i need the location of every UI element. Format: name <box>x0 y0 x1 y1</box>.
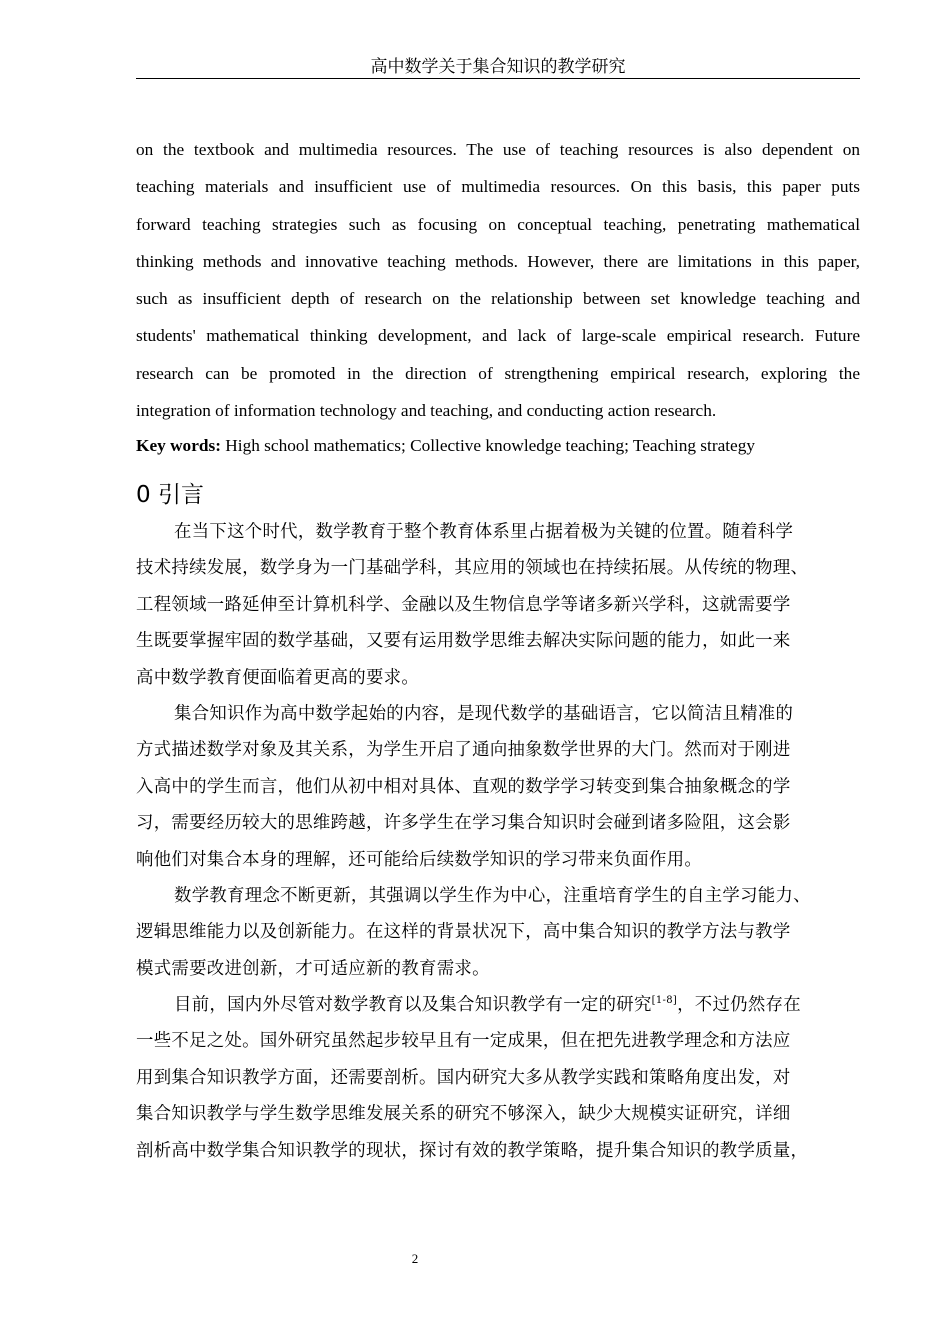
paragraph-line: 用到集合知识教学方面，还需要剖析。国内研究大多从教学实践和策略角度出发，对 <box>136 1067 791 1088</box>
paragraph-text: ，不过仍然存在 <box>677 995 801 1016</box>
page-number: 2 <box>411 1251 419 1266</box>
paragraph-line <box>136 987 860 1023</box>
paragraph-line: 逻辑思维能力以及创新能力。在这样的背景状况下，高中集合知识的教学方法与教学 <box>136 922 791 943</box>
paragraph <box>136 878 860 987</box>
paragraph-line: 高中数学教育便面临着更高的要求。 <box>136 667 420 688</box>
english-abstract <box>136 131 860 429</box>
paragraph <box>136 696 860 878</box>
keywords-text: High school mathematics; Collective knowledge teaching; Teaching strategy <box>220 436 756 455</box>
paragraph <box>136 987 860 1169</box>
abstract-line: research can be promoted in the direction of strengthening empirical research, exploring the <box>136 363 860 383</box>
abstract-line: integration of information technology and teaching, and conducting action research. <box>136 401 717 421</box>
citation-link[interactable]: [1-8] <box>651 995 678 1007</box>
paragraph <box>136 514 860 696</box>
abstract-line: thinking methods and innovative teaching methods. However, there are limitations in this paper, <box>136 251 860 271</box>
paragraph-line: 在当下这个时代，数学教育于整个教育体系里占据着极为关键的位置。随着科学 <box>174 522 794 542</box>
abstract-line: forward teaching strategies such as focusing on conceptual teaching, penetrating mathematical <box>136 214 860 234</box>
section-heading: 0 引言 <box>136 482 204 508</box>
keywords-label: Key words: <box>136 436 221 455</box>
paragraph-text: 目前，国内外尽管对数学教育以及集合知识教学有一定的研究 <box>174 995 652 1016</box>
paragraph-line: 工程领域一路延伸至计算机科学、金融以及生物信息学等诸多新兴学科，这就需要学 <box>136 594 791 615</box>
paragraph-line: 技术持续发展，数学身为一门基础学科，其应用的领域也在持续拓展。从传统的物理、 <box>136 558 809 579</box>
paragraph-line: 模式需要改进创新，才可适应新的教育需求。 <box>136 958 490 979</box>
paragraph-line: 数学教育理念不断更新，其强调以学生作为中心，注重培育学生的自主学习能力、 <box>174 885 811 906</box>
header-rule <box>136 78 860 79</box>
keywords <box>136 428 860 464</box>
paragraph-line: 习，需要经历较大的思维跨越，许多学生在学习集合知识时会碰到诸多险阻，这会影 <box>136 813 791 834</box>
abstract-line: teaching materials and insufficient use of multimedia resources. On this basis, this paper puts <box>136 177 860 197</box>
paragraph-line: 响他们对集合本身的理解，还可能给后续数学知识的学习带来负面作用。 <box>136 849 703 870</box>
paragraph-line: 集合知识作为高中数学起始的内容，是现代数学的基础语言，它以简洁且精准的 <box>174 703 794 724</box>
abstract-line: such as insufficient depth of research on the relationship between set knowledge teaching and <box>136 289 860 309</box>
paragraph-line: 方式描述数学对象及其关系，为学生开启了通向抽象数学世界的大门。然而对于刚进 <box>136 740 791 761</box>
paragraph-line: 集合知识教学与学生数学思维发展关系的研究不够深入，缺少大规模实证研究，详细 <box>136 1104 791 1125</box>
section-body <box>136 514 860 1169</box>
paragraph-line: 入高中的学生而言，他们从初中相对具体、直观的数学学习转变到集合抽象概念的学 <box>136 776 791 797</box>
abstract-line: on the textbook and multimedia resources. The use of teaching resources is also dependent on <box>136 140 860 159</box>
abstract-line: students' mathematical thinking development, and lack of large-scale empirical research. Future <box>136 326 860 346</box>
running-header: 高中数学关于集合知识的教学研究 <box>370 57 626 77</box>
paragraph-line: 生既要掌握牢固的数学基础，又要有运用数学思维去解决实际问题的能力，如此一来 <box>136 631 791 652</box>
paragraph-line: 一些不足之处。国外研究虽然起步较早且有一定成果，但在把先进教学理念和方法应 <box>136 1031 791 1052</box>
paragraph-line: 剖析高中数学集合知识教学的现状，探讨有效的教学策略，提升集合知识的教学质量， <box>136 1140 809 1161</box>
